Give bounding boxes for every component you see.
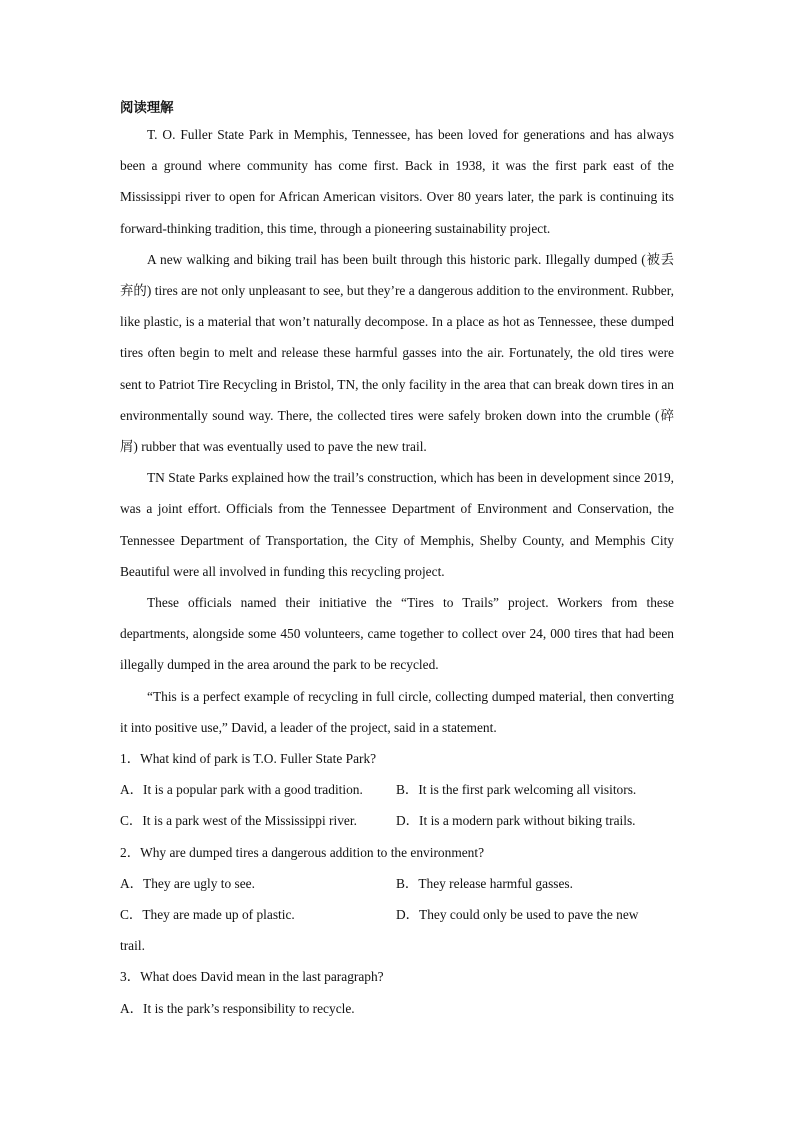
question-2-stem: 2．Why are dumped tires a dangerous addition to the environment? — [120, 844, 485, 860]
question-1-options-row-2 — [120, 805, 674, 836]
question-1-stem: 1．What kind of park is T.O. Fuller State Park? — [120, 751, 377, 767]
passage — [120, 119, 674, 743]
question-3 — [120, 961, 674, 1023]
question-1-options-row-1 — [120, 774, 674, 805]
question-3-options-row-1 — [120, 993, 674, 1024]
question-3-stem: 3．What does David mean in the last paragraph? — [120, 969, 384, 985]
question-3-option-a: A．It is the park’s responsibility to recycle. — [120, 1000, 355, 1016]
passage-paragraph-4: These officials named their initiative the “Tires to Trails” project. Workers from these departments, alongside some 450 volunteers, came together to collect over 24, 000 tires that had been illegally dumped in the area around the park to be recycled. — [120, 595, 674, 673]
section-heading: 阅读理解 — [120, 100, 174, 115]
question-2-option-a: A．They are ugly to see. — [120, 875, 255, 891]
question-2-option-d-continuation: trail. — [120, 938, 145, 954]
question-1-option-d: D．It is a modern park without biking trails. — [396, 813, 636, 829]
passage-paragraph-1: T. O. Fuller State Park in Memphis, Tennessee, has been loved for generations and has always been a ground where community has come first. Back in 1938, it was the first park east of the Mississippi river to open for African American visitors. Over 80 years later, the park is continuing its forward-thinking tradition, this time, through a pioneering sustainability project. — [120, 127, 674, 236]
question-2-option-b: B．They release harmful gasses. — [396, 875, 573, 891]
passage-paragraph-3: TN State Parks explained how the trail’s construction, which has been in development since 2019, was a joint effort. Officials from the Tennessee Department of Environment and Conservation, the Tennessee Department of Transportation, the City of Memphis, Shelby County, and Memphis City Beautiful were all involved in funding this recycling project. — [120, 470, 674, 579]
question-2-option-c: C．They are made up of plastic. — [120, 907, 295, 922]
passage-paragraph-2: A new walking and biking trail has been built through this historic park. Illegally dumped (被丢弃的) tires are not only unpleasant to see, but they’re a dangerous addition to the environment. Rubber, like plastic, is a material that won’t naturally decompose. In a place as hot as Tennessee, these dumped tires often begin to melt and release these harmful gasses into the air. Fortunately, the old tires were sent to Patriot Tire Recycling in Bristol, TN, the only facility in the area that can break down tires in an environmentally sound way. There, the collected tires were safely broken down into the crumble (碎屑) rubber that was eventually used to pave the new trail. — [120, 251, 674, 455]
question-2 — [120, 837, 674, 962]
question-1-option-b: B．It is the first park welcoming all visitors. — [396, 782, 637, 798]
question-1 — [120, 743, 674, 837]
passage-paragraph-5: “This is a perfect example of recycling in full circle, collecting dumped material, then converting it into positive use,” David, a leader of the project, said in a statement. — [120, 688, 674, 735]
question-2-options-row-1 — [120, 868, 674, 899]
question-2-option-d: D．They could only be used to pave the new — [396, 907, 639, 922]
reading-comprehension — [120, 97, 674, 1024]
question-1-option-c: C．It is a park west of the Mississippi river. — [120, 813, 357, 829]
question-2-options-row-2 — [120, 899, 674, 930]
question-1-option-a: A．It is a popular park with a good tradition. — [120, 782, 363, 798]
